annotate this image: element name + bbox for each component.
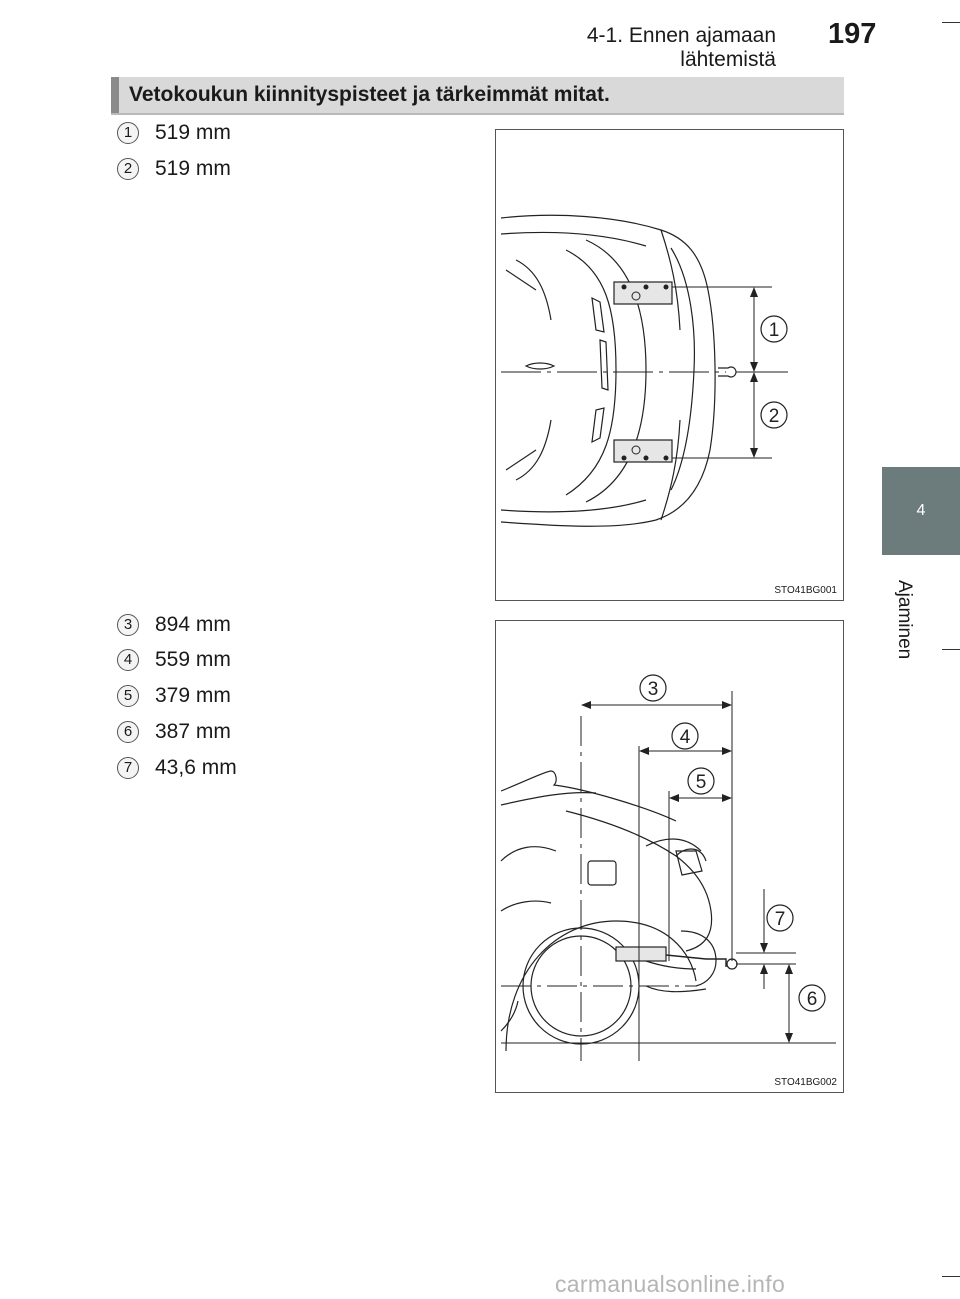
callout-1: [761, 316, 787, 342]
callout-2: [761, 402, 787, 428]
callout-4-label: 4: [679, 727, 691, 748]
callout-2-label: 2: [768, 406, 780, 427]
figure-code: STO41BG002: [774, 1077, 837, 1088]
callout-6-label: 6: [806, 989, 818, 1010]
callout-3-label: 3: [647, 679, 659, 700]
section-banner: [111, 77, 844, 113]
callout-number: 2: [117, 158, 139, 180]
edge-mark: [942, 22, 960, 23]
tow-hitch-top-view-illustration: [496, 130, 843, 600]
list-item: [117, 719, 231, 745]
tow-hitch-side-view-figure: [495, 620, 844, 1093]
callout-7-label: 7: [774, 909, 786, 930]
dimension-value: 379 mm: [155, 684, 231, 707]
callout-6: [799, 985, 825, 1011]
callout-number: 1: [117, 122, 139, 144]
chapter-number: 4: [916, 502, 926, 519]
section-banner-title: Vetokoukun kiinnityspisteet ja tärkeimmät mitat.: [129, 83, 610, 106]
callout-number: 3: [117, 614, 139, 636]
chapter-label-wrap: [895, 580, 919, 690]
tow-hitch-top-view-figure: [495, 129, 844, 601]
dimension-value: 559 mm: [155, 648, 231, 671]
list-item: [117, 612, 231, 638]
dimension-value: 43,6 mm: [155, 756, 237, 779]
edge-mark: [942, 1276, 960, 1277]
callout-5: [688, 768, 714, 794]
list-item: [117, 647, 231, 673]
callout-3: [640, 675, 666, 701]
callout-5-label: 5: [695, 772, 707, 793]
dimension-value: 894 mm: [155, 613, 231, 636]
list-item: [117, 683, 231, 709]
callout-number: 4: [117, 649, 139, 671]
banner-rule: [111, 113, 844, 115]
watermark: carmanualsonline.info: [555, 1271, 786, 1297]
callout-number: 5: [117, 685, 139, 707]
list-item: [117, 755, 237, 781]
page-number: 197: [828, 18, 877, 50]
callout-number: 7: [117, 757, 139, 779]
edge-mark: [942, 649, 960, 650]
dimension-value: 519 mm: [155, 121, 231, 144]
tow-hitch-side-view-illustration: [496, 621, 843, 1092]
section-title: 4-1. Ennen ajamaan lähtemistä: [586, 24, 776, 71]
dimension-value: 387 mm: [155, 720, 231, 743]
list-item: [117, 120, 231, 146]
chapter-label: Ajaminen: [894, 580, 915, 660]
list-item: [117, 156, 231, 182]
callout-1-label: 1: [768, 320, 780, 341]
callout-7: [767, 905, 793, 931]
chapter-tab: [882, 467, 960, 555]
dimension-value: 519 mm: [155, 157, 231, 180]
figure-code: STO41BG001: [774, 585, 837, 596]
callout-4: [672, 723, 698, 749]
callout-number: 6: [117, 721, 139, 743]
